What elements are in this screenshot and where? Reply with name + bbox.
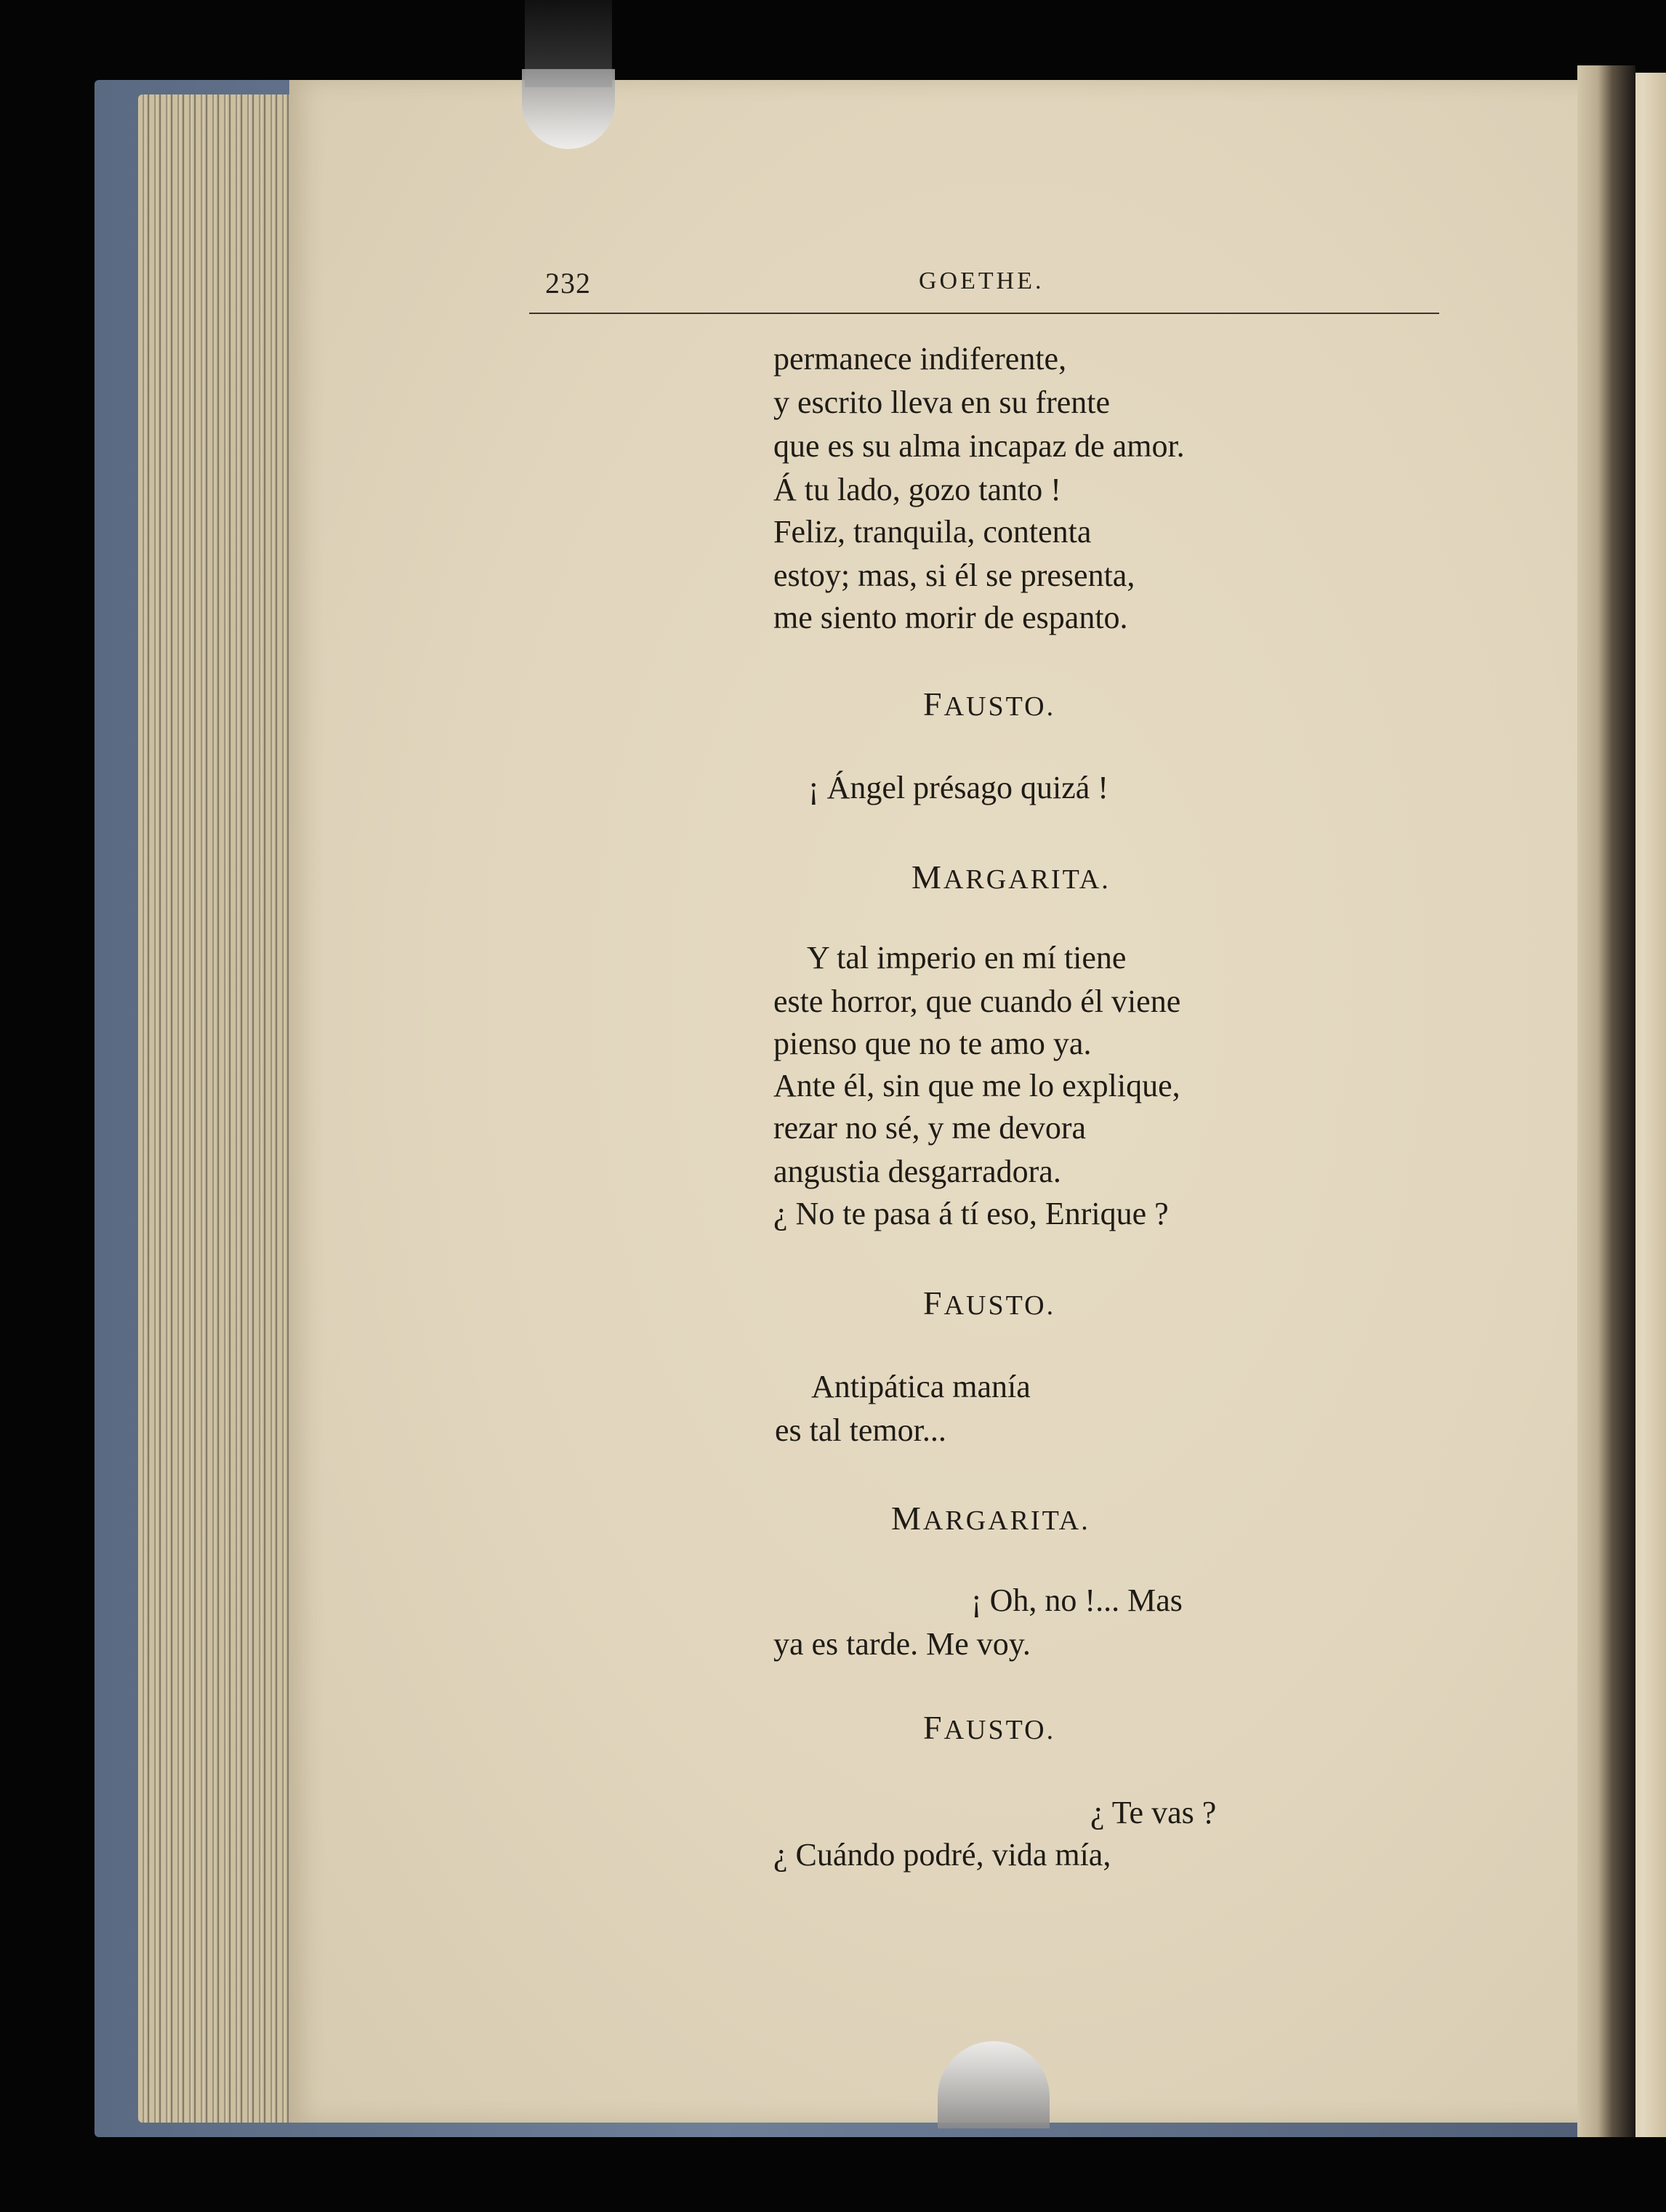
header-rule xyxy=(529,313,1439,314)
verse-line: estoy; mas, si él se presenta, xyxy=(773,558,1135,593)
verse-line: Ante él, sin que me lo explique, xyxy=(773,1068,1180,1103)
verse-line: Y tal imperio en mí tiene xyxy=(807,940,1127,976)
verse-line: angustia desgarradora. xyxy=(773,1154,1061,1189)
verse-line: pienso que no te amo ya. xyxy=(773,1026,1092,1061)
verse-line: ¿ No te pasa á tí eso, Enrique ? xyxy=(773,1196,1169,1231)
page-number: 232 xyxy=(545,267,591,299)
speaker-name-rest: ARGARITA. xyxy=(943,864,1111,895)
speaker-initial: M xyxy=(891,1500,923,1537)
running-title: GOETHE. xyxy=(919,268,1045,294)
page-edges xyxy=(138,94,305,2123)
verse-line: permanece indiferente, xyxy=(773,341,1067,377)
running-header xyxy=(529,262,1438,313)
speaker-initial: M xyxy=(912,858,943,896)
speaker-heading xyxy=(912,858,1111,896)
verse-line: ¿ Cuándo podré, vida mía, xyxy=(773,1837,1111,1873)
speaker-heading xyxy=(891,1502,1090,1535)
speaker-name-rest: ARGARITA. xyxy=(922,1505,1090,1536)
verse-line: este horror, que cuando él viene xyxy=(773,984,1181,1019)
speaker-name-rest: AUSTO. xyxy=(943,1715,1056,1745)
speaker-heading xyxy=(923,1711,1055,1745)
speaker-name-rest: AUSTO. xyxy=(943,691,1056,722)
verse-line: ¿ Te vas ? xyxy=(1090,1795,1217,1830)
speaker-name-rest: AUSTO. xyxy=(943,1290,1056,1321)
speaker-initial: F xyxy=(923,1709,944,1746)
verse-line: ¡ Oh, no !... Mas xyxy=(971,1582,1183,1618)
verse-line: Feliz, tranquila, contenta xyxy=(773,514,1092,550)
speaker-heading xyxy=(923,1284,1056,1322)
verse-line: que es su alma incapaz de amor. xyxy=(773,428,1185,464)
verse-line: Antipática manía xyxy=(811,1369,1031,1404)
speaker-initial: F xyxy=(923,685,944,723)
book-gutter xyxy=(1577,65,1635,2137)
verse-line: ¡ Ángel présago quizá ! xyxy=(808,770,1108,805)
verse-line: rezar no sé, y me devora xyxy=(773,1110,1087,1146)
speaker-heading xyxy=(923,685,1056,723)
verse-line: es tal temor... xyxy=(775,1412,946,1448)
verse-line: me siento morir de espanto. xyxy=(773,600,1128,635)
verse-line: y escrito lleva en su frente xyxy=(773,385,1111,420)
verse-line: Á tu lado, gozo tanto ! xyxy=(773,472,1061,507)
verse-line: ya es tarde. Me voy. xyxy=(773,1626,1031,1662)
speaker-initial: F xyxy=(923,1284,944,1322)
